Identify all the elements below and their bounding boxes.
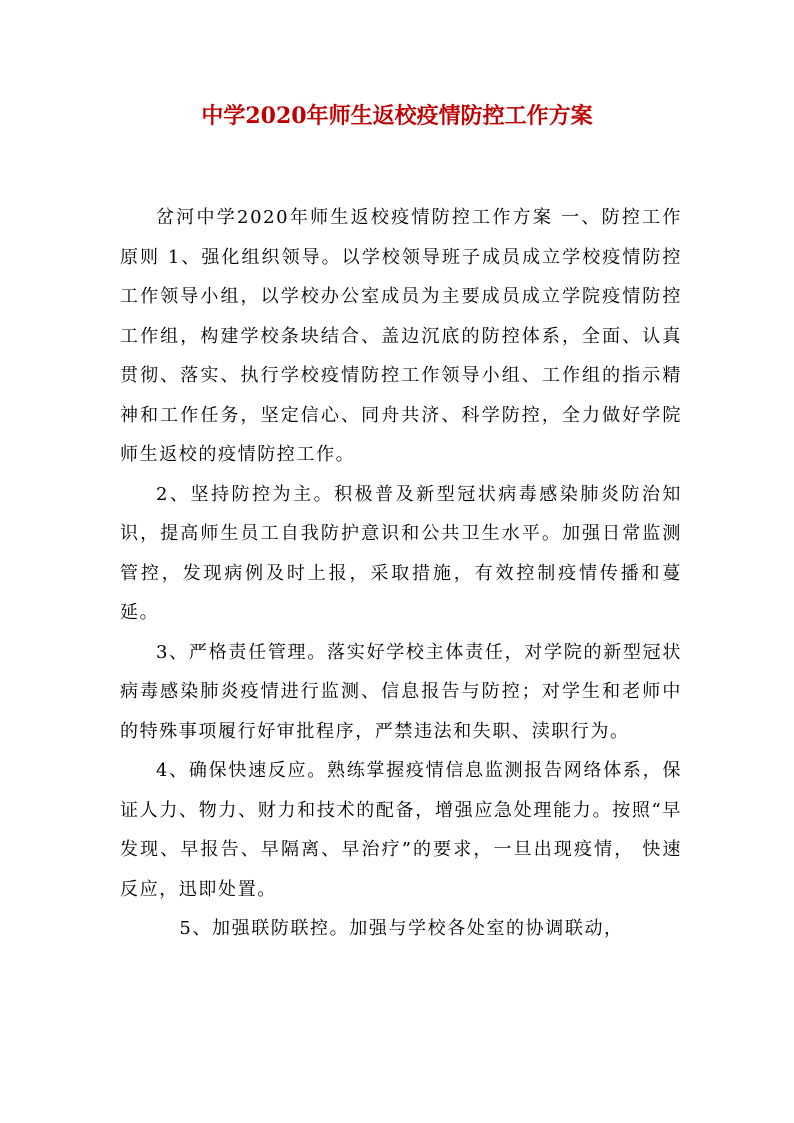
paragraph-5: 5、加强联防联控。加强与学校各处室的协调联动， bbox=[179, 918, 624, 939]
paragraph-2: 2、坚持防控为主。积极普及新型冠状病毒感染肺炎防治知识，提高师生员工自我防护意识和公共卫生水平。加强日常监测管控，发现病例及时上报，采取措施，有效控制疫情传播和蔓延。 bbox=[120, 483, 682, 623]
document-body bbox=[120, 198, 682, 949]
paragraph-3: 3、严格责任管理。落实好学校主体责任，对学院的新型冠状病毒感染肺炎疫情进行监测、信息报告与防控；对学生和老师中的特殊事项履行好审批程序，严禁违法和失职、渎职行为。 bbox=[120, 641, 682, 742]
paragraph-4: 4、确保快速反应。熟练掌握疫情信息监测报告网络体系，保证人力、物力、财力和技术的配备，增强应急处理能力。按照“早发现、早报告、早隔离、早治疗”的要求，一旦出现疫情， 快速反应，迅即处置。 bbox=[120, 760, 682, 900]
paragraph-1: 岔河中学2020年师生返校疫情防控工作方案 一、防控工作原则 1、强化组织领导。以学校领导班子成员成立学校疫情防控工作领导小组，以学校办公室成员为主要成员成立学院疫情防控工作组，构建学校条块结合、盖边沉底的防控体系，全面、认真贯彻、落实、执行学校疫情防控工作领导小组、工作组的指示精神和工作任务，坚定信心、同舟共济、科学防控，全力做好学院师生返校的疫情防控工作。 bbox=[120, 207, 682, 465]
document-title: 中学2020年师生返校疫情防控工作方案 bbox=[201, 103, 593, 129]
